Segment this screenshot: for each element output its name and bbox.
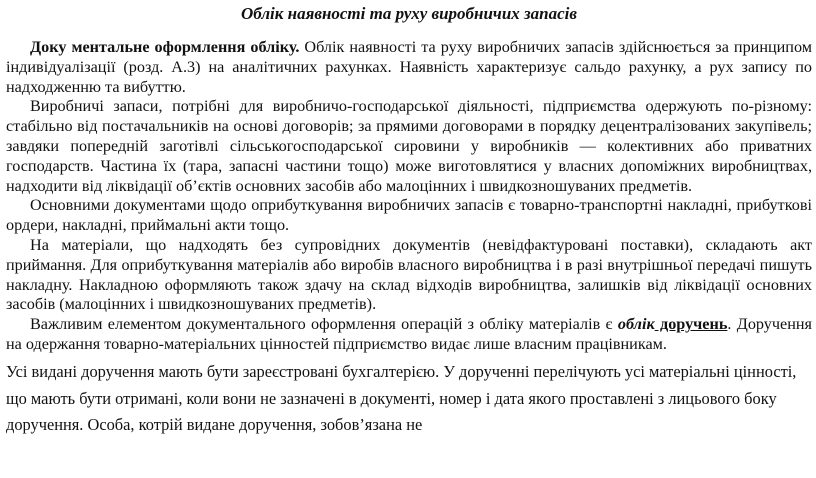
document-body-continued [6,359,812,439]
paragraph-power-of-attorney [6,315,812,355]
paragraph-registration [6,359,812,439]
paragraph-text: Виробничі запаси, потрібні для виробничо-господарської діяльності, підприємства одержують по-різному: стабільно від постачальників на основі договорів; за прямими договорами в порядку децентралізованих закупівель; завдяки попередній заготівлі сільськогосподарської сировини у виробників — колективних або приватних господарств. Частина їх (тара, запасні частини тощо) може виготовлятися у власних допоміжних виробництвах, надходити від ліквідації об’єктів основних засобів або малоцінних і швидкозношуваних предметів. [6,97,812,195]
paragraph-text: . Доручення на одержання товарно-матеріальних цінностей підприємство видає лише власним працівникам. [6,315,812,353]
underlined-term: доручень [654,315,728,334]
emphasis-term: облік [617,315,655,334]
paragraph-text: На матеріали, що надходять без супровідних документів (невідфактуровані поставки), складають акт приймання. Для оприбуткування матеріалів або виробів власного виробництва і в разі внутрішньої передачі пишуть накладну. Накладною оформляють також здачу на склад відходів виробництва, залишків від ліквідації основних засобів (малоцінних і швидкозношуваних предметів). [6,235,812,314]
paragraph-text: Облік наявності та руху виробничих запасів здійснюється за принципом індивідуалізації (розд. А.3) на аналітичних рахунках. Наявність характеризує сальдо рахунку, а рух запису по надходженню та вибуттю. [6,38,813,96]
paragraph-documentation [6,38,812,97]
document-body [6,38,812,355]
paragraph-main-documents [6,196,812,236]
page-title: Облік наявності та руху виробничих запасів [241,4,577,23]
paragraph-text: Важливим елементом документального оформлення операцій з обліку матеріалів є [30,315,618,334]
paragraph-text: Основними документами щодо оприбуткування виробничих запасів є товарно-транспортні накладні, прибуткові ордери, накладні, приймальні акти тощо. [6,196,812,235]
paragraph-text: Усі видані доручення мають бути зареєстровані бухгалтерією. У дорученні перелічують усі матеріальні цінності, що мають бути отримані, коли вони не зазначені в документі, номер і дата якого проставлені з лицьового боку доручення. Особа, котрій видане доручення, зобов’язана не [6,361,797,435]
paragraph-heading: Доку ментальне оформлення обліку. [30,38,300,56]
paragraph-supplies [6,97,812,196]
paragraph-acceptance-act [6,236,812,315]
